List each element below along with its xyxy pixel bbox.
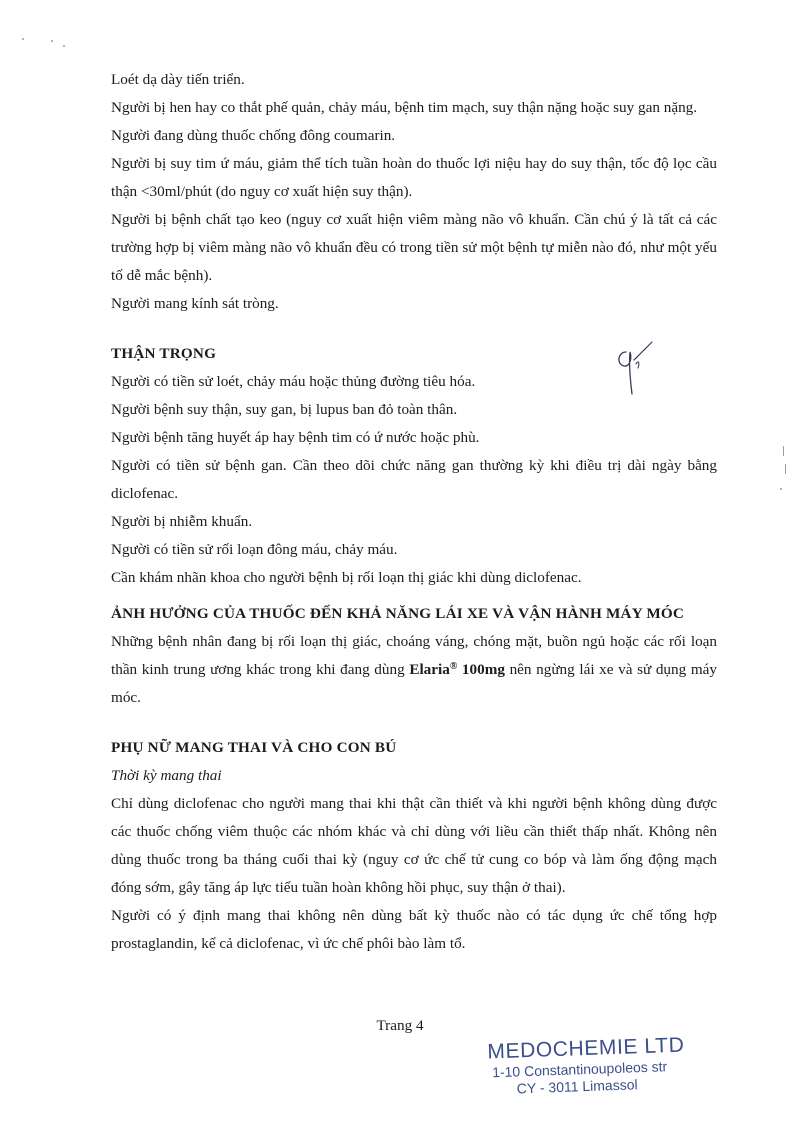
product-strength: 100mg (457, 661, 505, 678)
pregnancy-heading: PHỤ NỮ MANG THAI VÀ CHO CON BÚ (111, 739, 397, 756)
scan-speck (51, 40, 53, 42)
precaution-item: Người bị nhiễm khuẩn. (111, 513, 253, 530)
scan-speck (785, 464, 786, 474)
page-content (111, 66, 717, 958)
scan-speck (63, 45, 65, 47)
scan-speck (22, 38, 24, 40)
contraindication-item: Người đang dùng thuốc chống đông coumarin. (111, 127, 396, 144)
driving-paragraph (111, 628, 717, 712)
scan-speck (780, 488, 782, 490)
pregnancy-paragraph: Chỉ dùng diclofenac cho người mang thai khi thật cần thiết và khi người bệnh không dùng được các thuốc chống viêm thuộc các nhóm khác và chỉ dùng với liều cần thiết thấp nhất. Không nên dùng thuốc trong ba tháng cuối thai kỳ (nguy cơ ức chế tử cung co bóp và làm ống động mạch đóng sớm, gây tăng áp lực tiểu tuần hoàn không hồi phục, suy thận ở thai). (111, 795, 717, 896)
registered-mark: ® (449, 661, 458, 672)
scan-speck (783, 446, 784, 456)
precaution-item: Người bệnh suy thận, suy gan, bị lupus ban đỏ toàn thân. (111, 401, 458, 418)
pregnancy-paragraph: Người có ý định mang thai không nên dùng bất kỳ thuốc nào có tác dụng ức chế tổng hợp prostaglandin, kể cả diclofenac, vì ức chế phôi bào làm tổ. (111, 907, 717, 952)
product-name: Elaria (409, 661, 450, 678)
contraindication-item: Người bị bệnh chất tạo keo (nguy cơ xuất hiện viêm màng não vô khuẩn. Cần chú ý là tất cả các trường hợp bị viêm màng não vô khuẩn đều có trong tiền sử một bệnh tự miễn nào đó, như một yếu tố dễ mắc bệnh). (111, 211, 717, 284)
company-stamp (487, 1034, 686, 1099)
precaution-item: Người bệnh tăng huyết áp hay bệnh tim có ứ nước hoặc phù. (111, 429, 480, 446)
contraindication-item: Người bị hen hay co thắt phế quản, chảy máu, bệnh tim mạch, suy thận nặng hoặc suy gan nặng. (111, 99, 698, 116)
stamp-address-line1: 1-10 Constantinoupoleos str (491, 1058, 668, 1081)
pregnancy-subheading: Thời kỳ mang thai (111, 767, 222, 784)
precaution-item: Người có tiền sử bệnh gan. Cần theo dõi chức năng gan thường kỳ khi điều trị dài ngày bằng diclofenac. (111, 457, 717, 502)
contraindication-item: Loét dạ dày tiến triển. (111, 71, 245, 88)
signature-mark-icon (608, 338, 658, 398)
page-number: Trang 4 (376, 1017, 424, 1034)
stamp-address-line2: CY - 3011 Limassol (516, 1076, 638, 1097)
precaution-item: Cần khám nhãn khoa cho người bệnh bị rối loạn thị giác khi dùng diclofenac. (111, 569, 582, 586)
precaution-item: Người có tiền sử loét, chảy máu hoặc thủng đường tiêu hóa. (111, 373, 476, 390)
contraindication-item: Người mang kính sát tròng. (111, 295, 279, 312)
precaution-item: Người có tiền sử rối loạn đông máu, chảy máu. (111, 541, 398, 558)
driving-heading: ẢNH HƯỞNG CỦA THUỐC ĐẾN KHẢ NĂNG LÁI XE VÀ VẬN HÀNH MÁY MÓC (111, 605, 685, 622)
contraindication-item: Người bị suy tim ứ máu, giảm thể tích tuần hoàn do thuốc lợi niệu hay do suy thận, tốc độ lọc cầu thận <30ml/phút (do nguy cơ xuất hiện suy thận). (111, 155, 717, 200)
driving-text-after: nên ngừng lái xe và sử dụng máy móc. (111, 661, 717, 706)
stamp-company-name: MEDOCHEMIE LTD (487, 1033, 685, 1064)
precautions-heading: THẬN TRỌNG (111, 345, 217, 362)
driving-text-before: Những bệnh nhân đang bị rối loạn thị giác, choáng váng, chóng mặt, buồn ngủ hoặc các rối loạn thần kinh trung ương khác trong khi đang dùng (111, 633, 717, 678)
